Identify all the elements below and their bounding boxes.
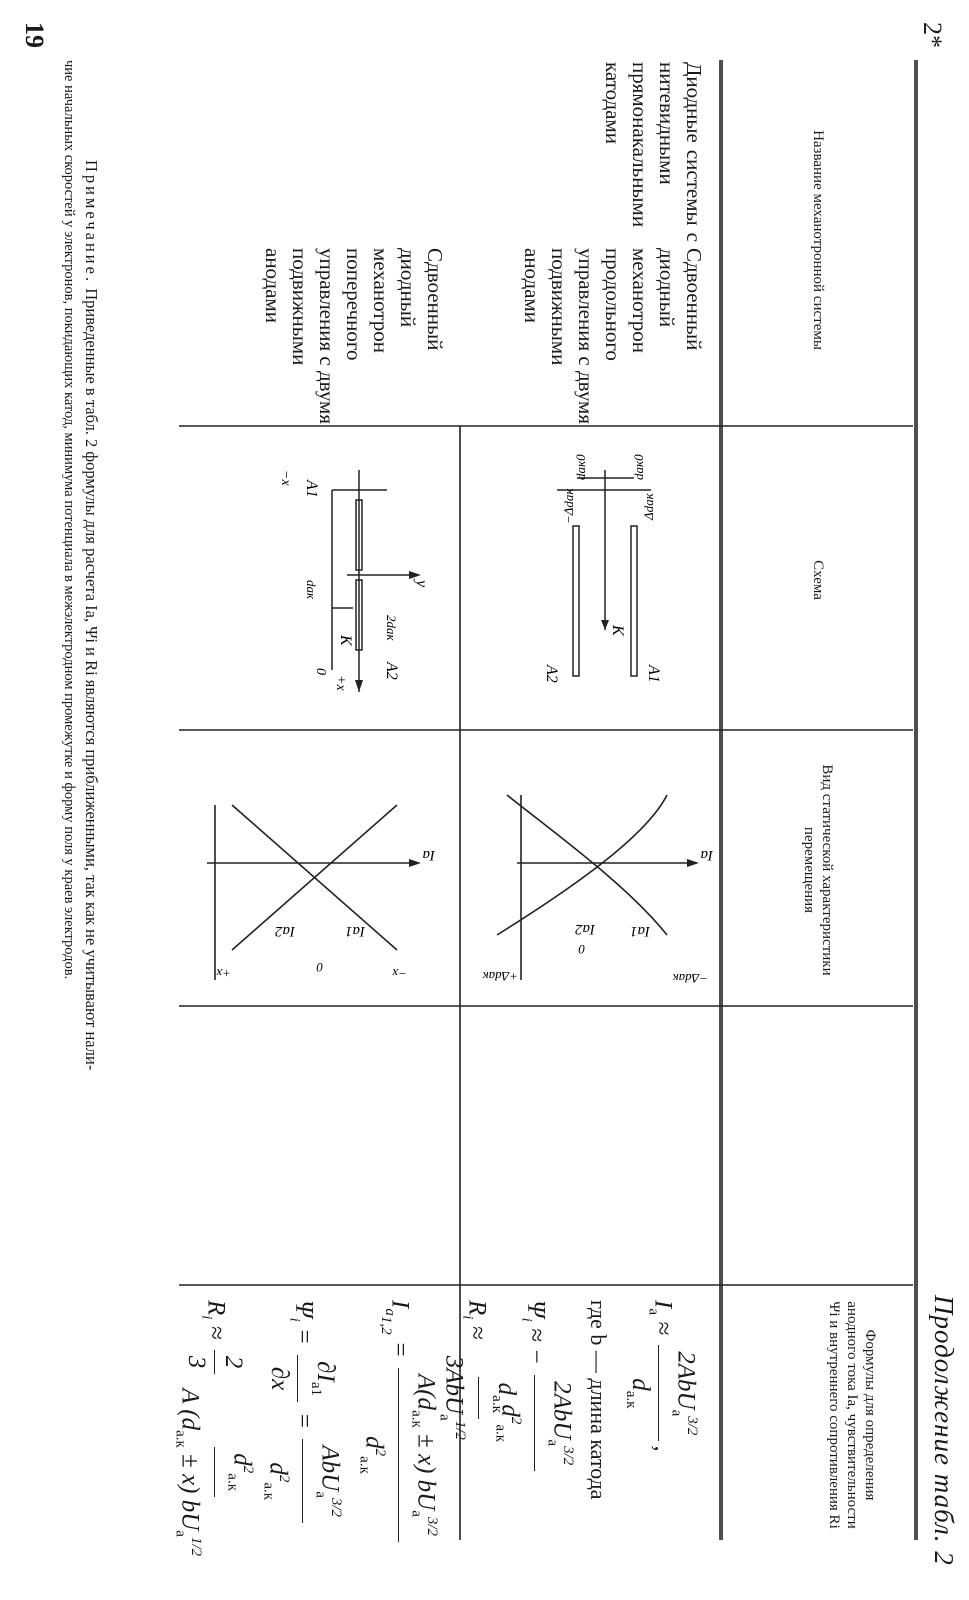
label-y: y (413, 580, 430, 588)
char2-xpos: +x (216, 966, 231, 981)
row2-formula-ri: $R_i$ ≈ 2 3 $d^2_{а.к}$ A $(d_{а.к} \pm x)$ $bU_а^{1/2}$ (165, 1300, 263, 1566)
header-characteristic: Вид статической характеристики перемещения (801, 764, 835, 976)
header-name: Название механотронной системы (810, 130, 826, 350)
label-a1: A1 (303, 480, 320, 498)
char1-ia1: Ia1 (630, 923, 650, 939)
row1-name: Сдвоенный диодный механотрон продольного управления с двумя подвижными анодами (520, 248, 706, 425)
char1-ia: Ia (700, 847, 713, 863)
row1-formula-ri: $R_i$ ≈ $d_{а.к}$ 3AbU$_а^{1/2}$ (436, 1300, 520, 1440)
char2-ia: Ia (422, 847, 435, 863)
label-delta-dak: Δdак (641, 493, 656, 520)
char1-ia2: Ia2 (575, 921, 595, 937)
char2-ia1: Ia1 (345, 923, 365, 939)
label-xpos: +x (333, 675, 348, 691)
char2-xneg: −x (392, 966, 407, 981)
label-2dak: 2dак (384, 615, 399, 641)
label-xneg: −x (278, 470, 293, 486)
corner-mark: 2* (918, 22, 947, 48)
label-a1: A1 (645, 665, 662, 683)
label-dak: dак (304, 580, 319, 600)
label-zero: 0 (313, 668, 328, 675)
char1-zero: 0 (578, 942, 585, 957)
note-line-2: чие начальных скоростей у электронов, покидающих катод, минимума потенциала в межэлектродном промежутке и форму поля у краев электродов. (61, 60, 77, 980)
header-formulas: Формулы для определения анодного тока Iа, чувствительности Ψi и внутреннего сопротивления Ri (826, 1301, 878, 1529)
row1-formula-psi: $\Psi_i$ ≈ − 2AbU$_а^{3/2}$ $d^2_{а.к}$ (485, 1300, 583, 1475)
page-number: 19 (20, 22, 49, 48)
row2-characteristic-graph (183, 735, 457, 1003)
row2-formula-ia: $I_{a_{1,2}}$ = $A(d_{а.к} \pm x)$ $bU_а^{3/2}$ $d^2_{а.к}$ (349, 1300, 447, 1546)
row1-formula-note: где b — длина катода (586, 1300, 611, 1500)
row2-name: Сдвоенный диодный механотрон поперечного управления с двумя подвижными анодами (261, 248, 447, 425)
char1-xpos: +Δdак (482, 969, 518, 984)
label-k: K (337, 635, 354, 646)
note-line-1 (81, 160, 101, 1070)
label-dak0-top: dак0 (631, 454, 646, 480)
label-a2: A2 (383, 662, 400, 680)
label-dak0-bottom: dак0 (573, 454, 588, 480)
row1-characteristic-graph (462, 735, 717, 1003)
char1-xneg: −Δdак (672, 971, 708, 986)
table-continuation-caption: Продолжение табл. 2 (929, 1295, 959, 1566)
row1-formula-ia: $I_а$ ≈ 2AbU$_а^{3/2}$ $d_{а.к}$ , (616, 1300, 707, 1452)
char2-zero: 0 (316, 960, 323, 975)
header-scheme: Схема (810, 560, 826, 600)
note-text-1: Приведенные в табл. 2 формулы для расчета Iа, Ψi и Ri являются приближенными, так как не учитывают нали- (82, 288, 101, 1071)
group-name: Диодные системы с нитевидными прямонакальными катодами (601, 62, 706, 242)
note-lead: Примечание. (82, 160, 101, 285)
row2-formula-psi: $\Psi_i$ = $\partial I_{а1}$ ∂x = AbU$_а^{3/2}$ $d^2_{а.к}$ (253, 1300, 351, 1527)
row2-scheme-diagram (183, 430, 457, 726)
label-minus-delta-dak: −Δdак (561, 488, 576, 524)
label-k: K (609, 625, 626, 636)
row1-scheme-diagram (462, 430, 717, 726)
label-a2: A2 (543, 665, 560, 683)
char2-ia2: Ia2 (275, 923, 295, 939)
